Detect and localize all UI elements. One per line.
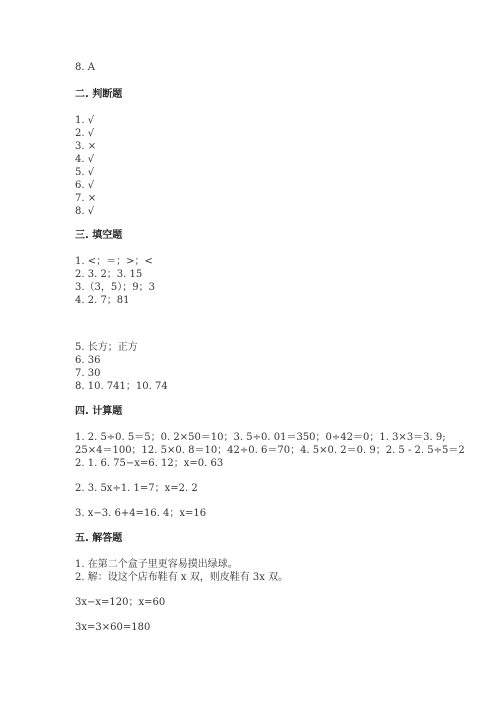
answer-line: 3. × [75, 141, 97, 152]
answer-line: 3x=3×60=180 [75, 622, 151, 633]
answer-line: 2. 解：设这个店布鞋有 x 双，则皮鞋有 3x 双。 [75, 572, 289, 583]
answer-line: 25×4＝100；12. 5×0. 8＝10；42÷0. 6＝70；4. 5×0. 2＝0. 9；2. 5 - 2. 5÷5＝2 [75, 445, 465, 456]
answer-line: 1. <；＝；>；< [75, 256, 153, 267]
answer-line: 5. 长方；正方 [75, 342, 138, 353]
answer-line: 6. √ [75, 180, 95, 191]
section-heading-calculation: 四. 计算题 [75, 406, 123, 417]
answer-line: 7. 30 [75, 368, 101, 379]
answer-line: 8. A [75, 62, 95, 73]
section-heading-word-problems: 五. 解答题 [75, 533, 123, 544]
answer-line: 8. √ [75, 206, 95, 217]
answer-line: 3.（3，5）；9；3 [75, 282, 155, 293]
answer-line: 2. 3. 5x÷1. 1=7；x=2. 2 [75, 483, 198, 494]
answer-line: 4. 2. 7；81 [75, 295, 130, 306]
answer-line: 6. 36 [75, 355, 101, 366]
answer-line: 2. 1. 6. 75−x=6. 12；x=0. 63 [75, 458, 224, 469]
answer-line: 1. √ [75, 115, 95, 126]
answer-line: 3x−x=120；x=60 [75, 597, 166, 608]
answer-line: 4. √ [75, 154, 95, 165]
answer-line: 2. 3. 2；3. 15 [75, 269, 143, 280]
answer-line: 1. 2. 5÷0. 5＝5；0. 2×50＝10；3. 5÷0. 01＝350；0÷42＝0；1. 3×3＝3. 9; [75, 432, 446, 443]
answer-line: 7. × [75, 193, 97, 204]
answer-line: 1. 在第二个盒子里更容易摸出绿球。 [75, 559, 238, 570]
answer-line: 2. √ [75, 128, 95, 139]
answer-line: 8. 10. 741；10. 74 [75, 381, 168, 392]
section-heading-fill-blank: 三. 填空题 [75, 230, 123, 241]
answer-line: 3. x−3. 6+4=16. 4；x=16 [75, 508, 207, 519]
section-heading-judgment: 二. 判断题 [75, 89, 123, 100]
answer-line: 5. √ [75, 167, 95, 178]
